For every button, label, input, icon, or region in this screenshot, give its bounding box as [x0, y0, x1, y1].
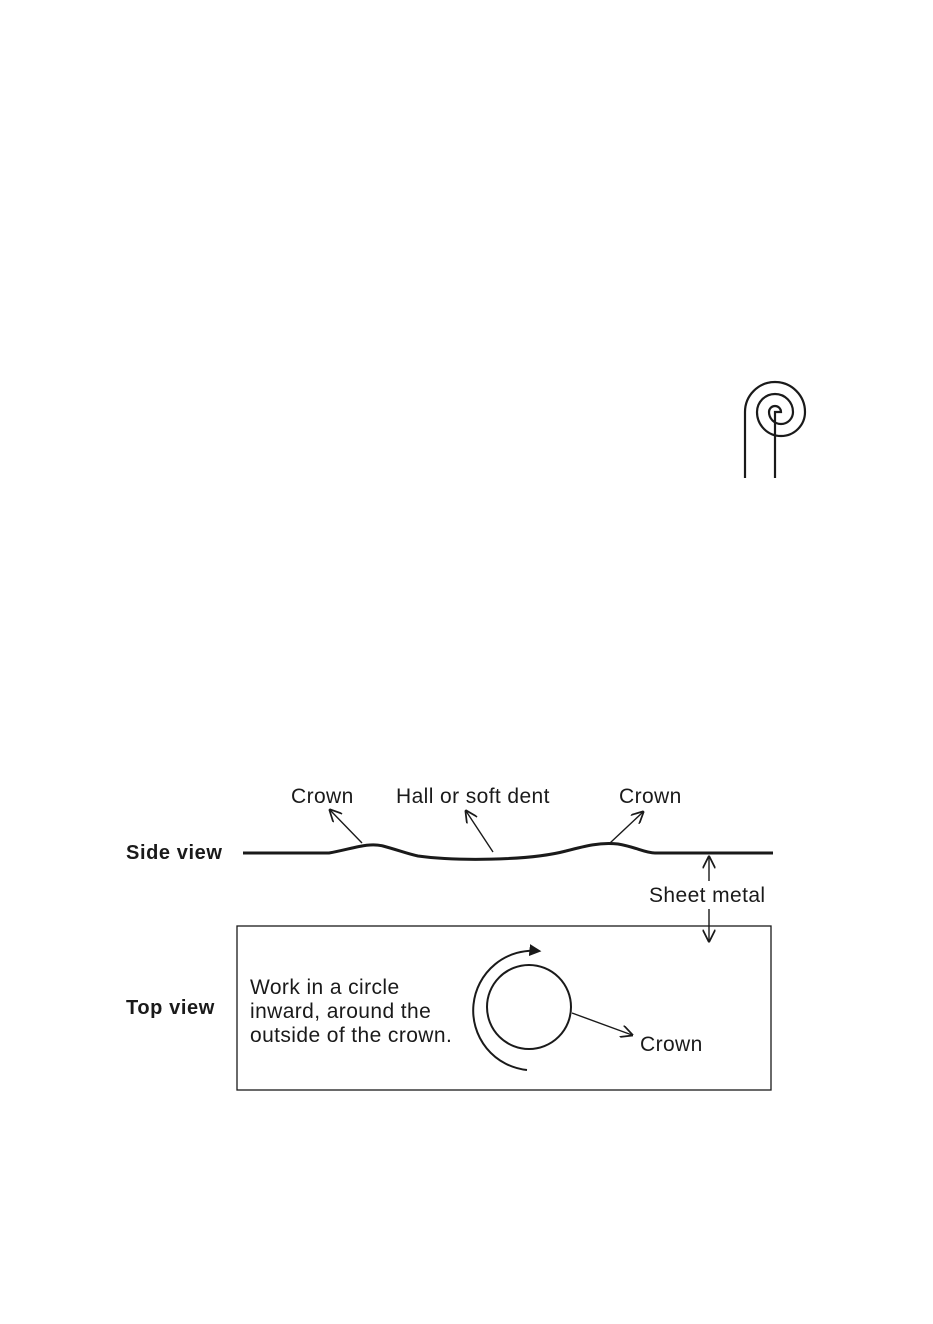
dent-pointer-arrow [466, 811, 493, 852]
crown-top-label: Crown [640, 1033, 703, 1056]
crown-right-label: Crown [619, 785, 682, 808]
crown-left-label: Crown [291, 785, 354, 808]
instruction-line-2: inward, around the [250, 1000, 432, 1023]
instruction-line-1: Work in a circle [250, 976, 400, 999]
sheet-metal-profile [243, 843, 773, 859]
instruction-line-3: outside of the crown. [250, 1024, 453, 1047]
spiral-symbol-icon [745, 382, 805, 478]
crown-circle [487, 965, 571, 1049]
dent-label: Hall or soft dent [396, 785, 550, 808]
side-view-label: Side view [126, 842, 223, 864]
sheet-metal-label: Sheet metal [649, 884, 766, 907]
crown-right-pointer-arrow [610, 812, 643, 843]
top-view-diagram [126, 926, 771, 1090]
crown-pointer-arrow [572, 1013, 632, 1035]
top-view-label: Top view [126, 997, 215, 1019]
crown-left-pointer-arrow [330, 810, 362, 843]
circular-motion-arrow [473, 951, 539, 1070]
side-view-diagram [126, 785, 773, 864]
sheet-metal-indicator [649, 857, 765, 941]
